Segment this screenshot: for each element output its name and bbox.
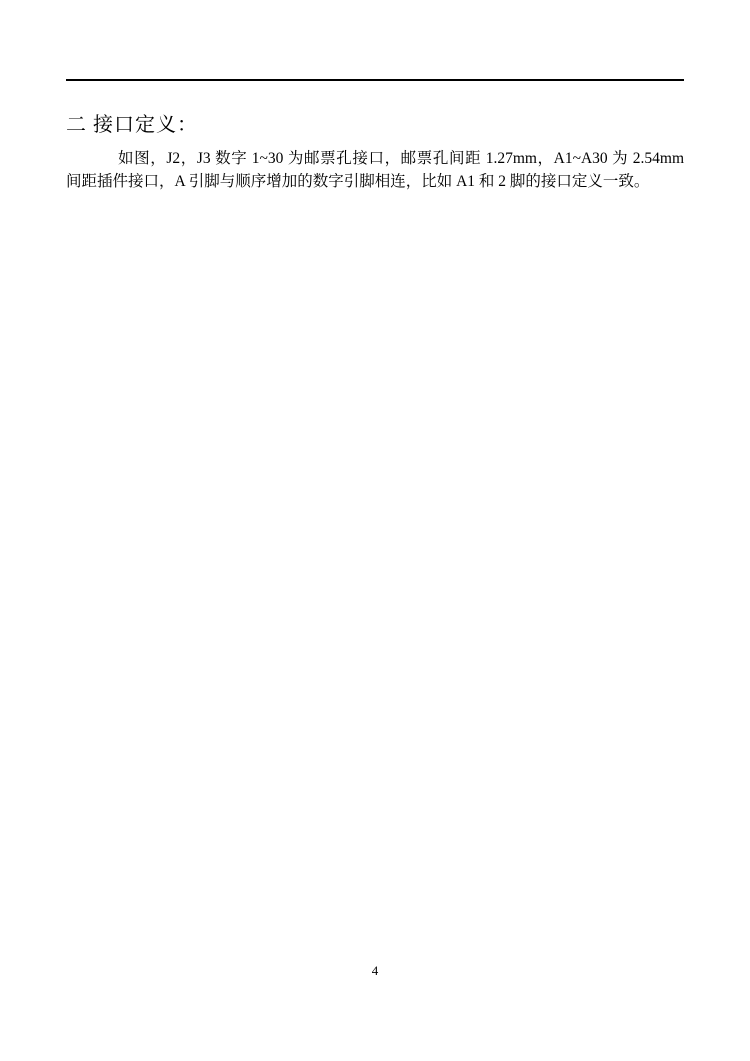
header-rule-divider xyxy=(66,79,684,81)
section-heading: 二 接口定义： xyxy=(66,114,198,136)
body-paragraph: 如图，J2，J3 数字 1~30 为邮票孔接口，邮票孔间距 1.27mm，A1~A30 为 2.54mm 间距插件接口，A 引脚与顺序增加的数字引脚相连，比如 A1 和 2 脚的接口定义一致。 xyxy=(66,150,684,190)
page-number: 4 xyxy=(371,963,379,978)
